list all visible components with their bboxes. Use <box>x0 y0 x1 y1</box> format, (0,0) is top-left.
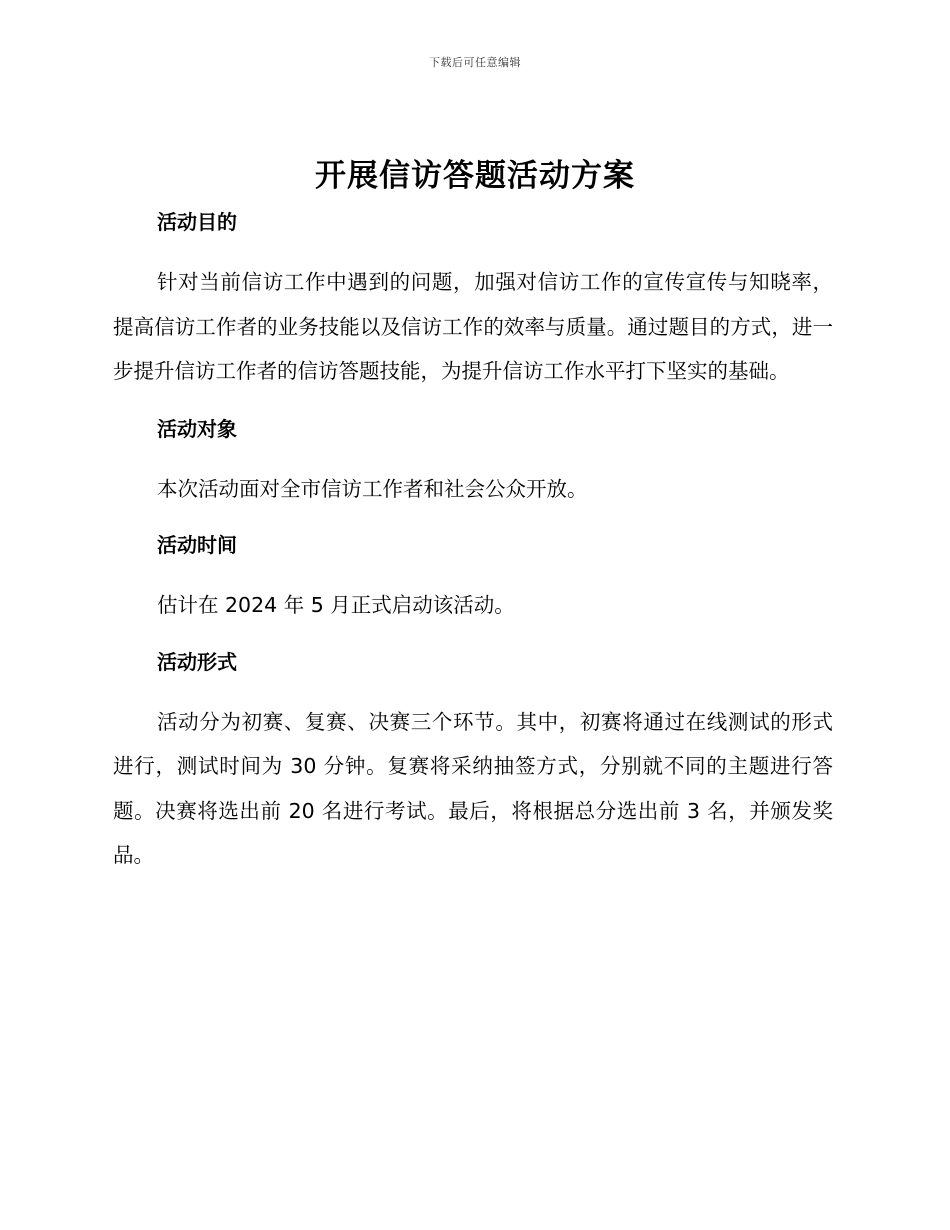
section-body-purpose: 针对当前信访工作中遇到的问题，加强对信访工作的宣传宣传与知晓率，提高信访工作者的业务技能以及信访工作的效率与质量。通过题目的方式，进一步提升信访工作者的信访答题技能，为提升信访工作水平打下坚实的基础。 <box>113 270 833 383</box>
section-heading-format: 活动形式 <box>157 649 237 674</box>
section-heading-time: 活动时间 <box>157 533 237 557</box>
section-body-time: 估计在 2024 年 5 月正式启动该活动。 <box>157 593 515 617</box>
document-body <box>113 206 833 878</box>
header-note: 下载后可任意编辑 <box>429 56 521 69</box>
section-heading-purpose: 活动目的 <box>157 210 237 234</box>
document-title: 开展信访答题活动方案 <box>315 158 635 194</box>
section-body-audience: 本次活动面对全市信访工作者和社会公众开放。 <box>157 476 588 501</box>
section-heading-audience: 活动对象 <box>157 416 237 441</box>
section-body-format: 活动分为初赛、复赛、决赛三个环节。其中，初赛将通过在线测试的形式进行，测试时间为 30 分钟。复赛将采纳抽签方式，分别就不同的主题进行答题。决赛将选出前 20 名进行考试。最后，将根据总分选出前 3 名，并颁发奖品。 <box>113 709 833 867</box>
